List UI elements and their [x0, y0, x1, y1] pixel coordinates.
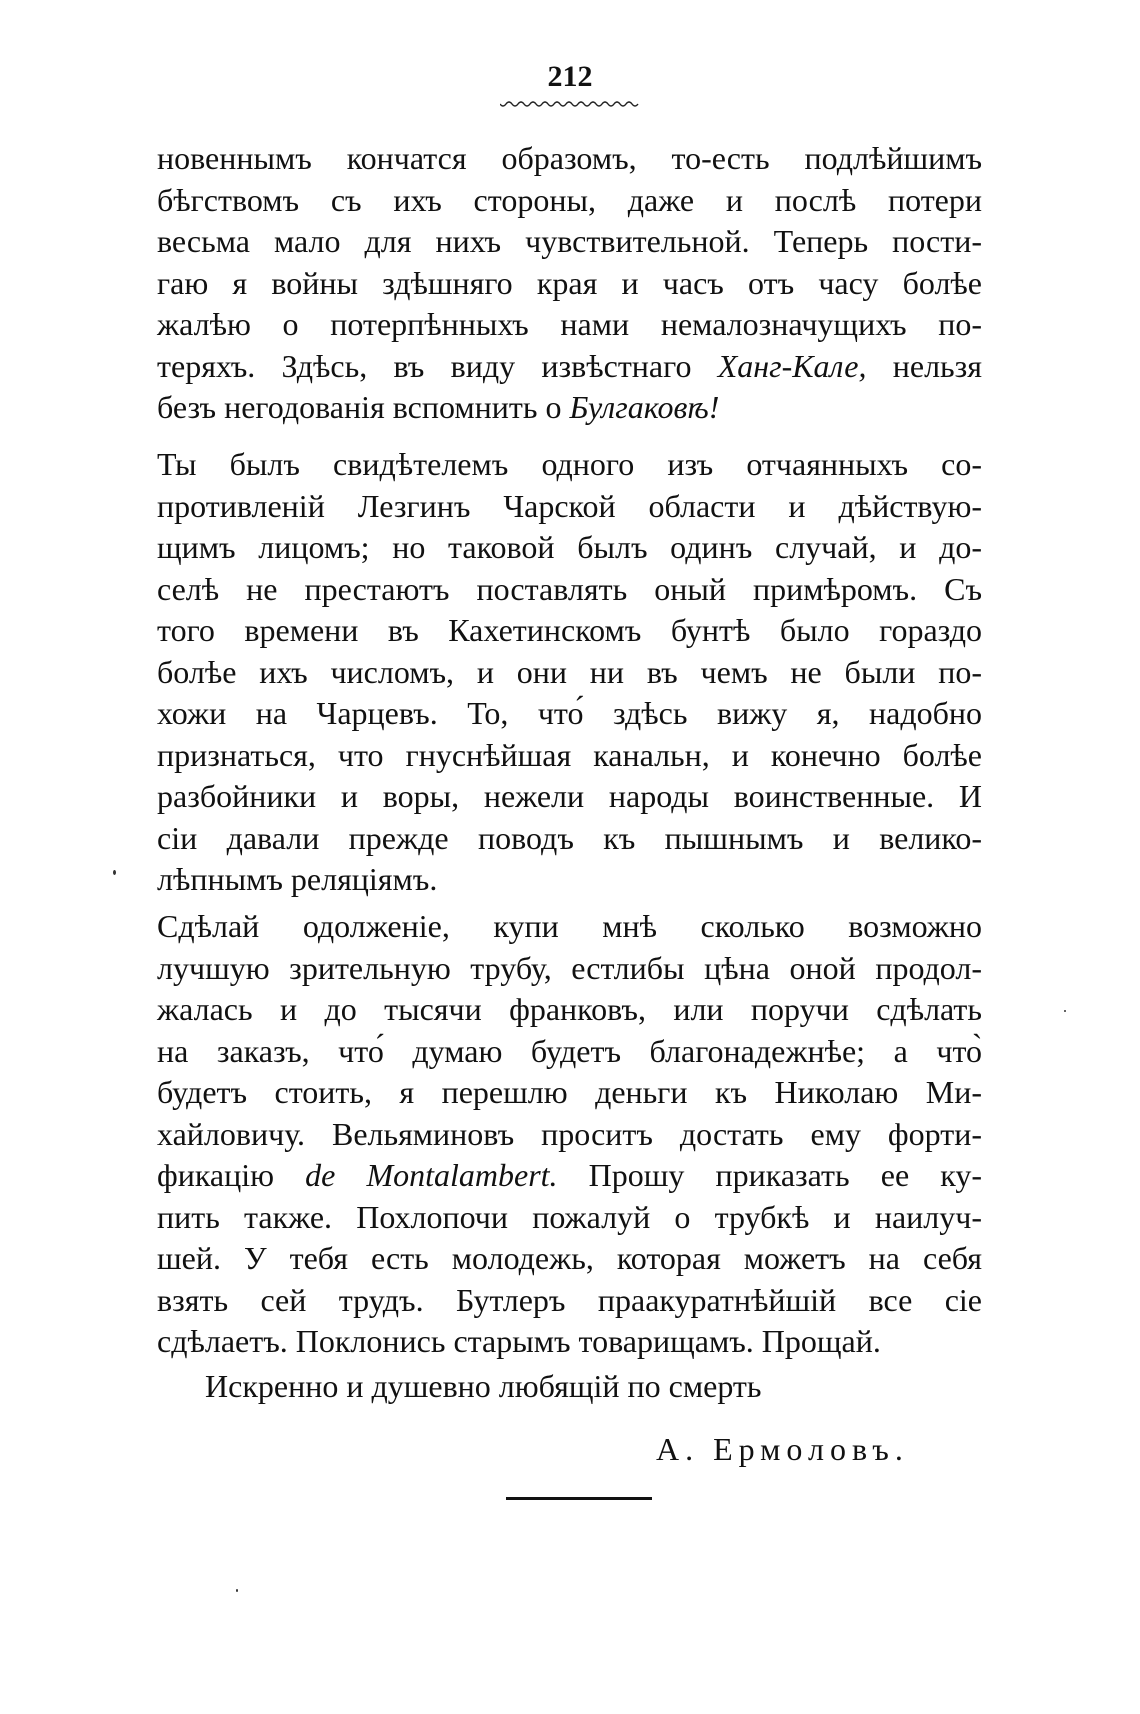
- text-line: сіи давали прежде поводъ къ пышнымъ и велико-: [157, 819, 982, 856]
- signature: А. Ермоловъ.: [656, 1431, 909, 1467]
- text-line: хайловичу. Вельяминовъ проситъ достать ему форти-: [157, 1115, 982, 1152]
- text-line: лѣпнымъ реляціямъ.: [157, 861, 438, 897]
- text-line: пить также. Похлопочи пожалуй о трубкѣ и наилуч-: [157, 1198, 982, 1235]
- text-line: будетъ стоить, я перешлю деньги къ Николаю Ми-: [157, 1074, 982, 1110]
- text-line: взять сей трудъ. Бутлеръ праакуратнѣйшій все сіе: [157, 1281, 982, 1318]
- text-fragment: фикацію: [157, 1157, 275, 1193]
- text-line: жалѣю о потерпѣнныхъ нами немалозначущихъ по-: [157, 306, 982, 342]
- text-line: Ты былъ свидѣтелемъ одного изъ отчаянныхъ со-: [157, 446, 982, 482]
- text-fragment: теряхъ. Здѣсь, въ виду извѣстнаго: [157, 347, 692, 384]
- page-number: 212: [547, 60, 593, 93]
- text-line: Сдѣлай одолженіе, купи мнѣ сколько возможно: [157, 908, 982, 944]
- text-line: жалась и до тысячи франковъ, или поручи сдѣлать: [157, 991, 982, 1027]
- text-line: болѣе ихъ числомъ, и они ни въ чемъ не были по-: [157, 653, 982, 690]
- paragraph-3: [157, 906, 982, 1363]
- italic-person-name: Булгаковѣ!: [569, 389, 720, 425]
- text-line: бѣгствомъ съ ихъ стороны, даже и послѣ потери: [157, 181, 982, 218]
- text-fragment: безъ негодованія вспомнить о: [157, 389, 562, 425]
- text-line: признаться, что гнуснѣйшая канальн, и конечно болѣе: [157, 736, 982, 773]
- text-line: лучшую зрительную трубу, естлибы цѣна оной продол-: [157, 949, 982, 986]
- paragraph-1: [157, 138, 982, 429]
- end-rule: [506, 1497, 652, 1500]
- text-line: [157, 346, 982, 388]
- print-speck: [113, 870, 116, 875]
- text-line: того времени въ Кахетинскомъ бунтѣ было гораздо: [157, 612, 982, 648]
- text-line: на заказъ, что́ думаю будетъ благонадежнѣе; а что̀: [157, 1032, 982, 1069]
- text-line: весьма мало для нихъ чувствительной. Теперь пости-: [157, 223, 982, 259]
- text-line: [157, 387, 982, 429]
- text-line: селѣ не престаютъ поставлять оный примѣромъ. Съ: [157, 570, 982, 607]
- text-line: щимъ лицомъ; но таковой былъ одинъ случай, и до-: [157, 529, 982, 565]
- italic-place-name: Ханг-Кале,: [717, 347, 867, 384]
- text-line: хожи на Чарцевъ. То, что́ здѣсь вижу я, надобно: [157, 695, 982, 731]
- text-line: шей. У тебя есть молодежь, которая можетъ на себя: [157, 1240, 982, 1276]
- text-line: [157, 1155, 982, 1197]
- print-speck: [236, 1589, 238, 1592]
- paragraph-2: [157, 444, 982, 901]
- page-number-ornament: [500, 100, 640, 112]
- text-line: сдѣлаетъ. Поклонись старымъ товарищамъ. Прощай.: [157, 1323, 881, 1359]
- text-line: разбойники и воры, нежели народы воинственные. И: [157, 778, 982, 814]
- closing-salutation: Искренно и душевно любящій по смерть: [205, 1368, 762, 1404]
- italic-book-title: de Montalambert.: [305, 1157, 558, 1193]
- text-fragment: нельзя: [892, 347, 982, 384]
- text-fragment: Прошу приказать ее ку-: [588, 1157, 983, 1193]
- print-speck: [1064, 1010, 1066, 1012]
- text-line: противленій Лезгинъ Чарской области и дѣйствую-: [157, 487, 982, 524]
- text-line: гаю я войны здѣшняго края и часъ отъ часу болѣе: [157, 264, 982, 301]
- text-line: новеннымъ кончатся образомъ, то-есть подлѣйшимъ: [157, 140, 982, 176]
